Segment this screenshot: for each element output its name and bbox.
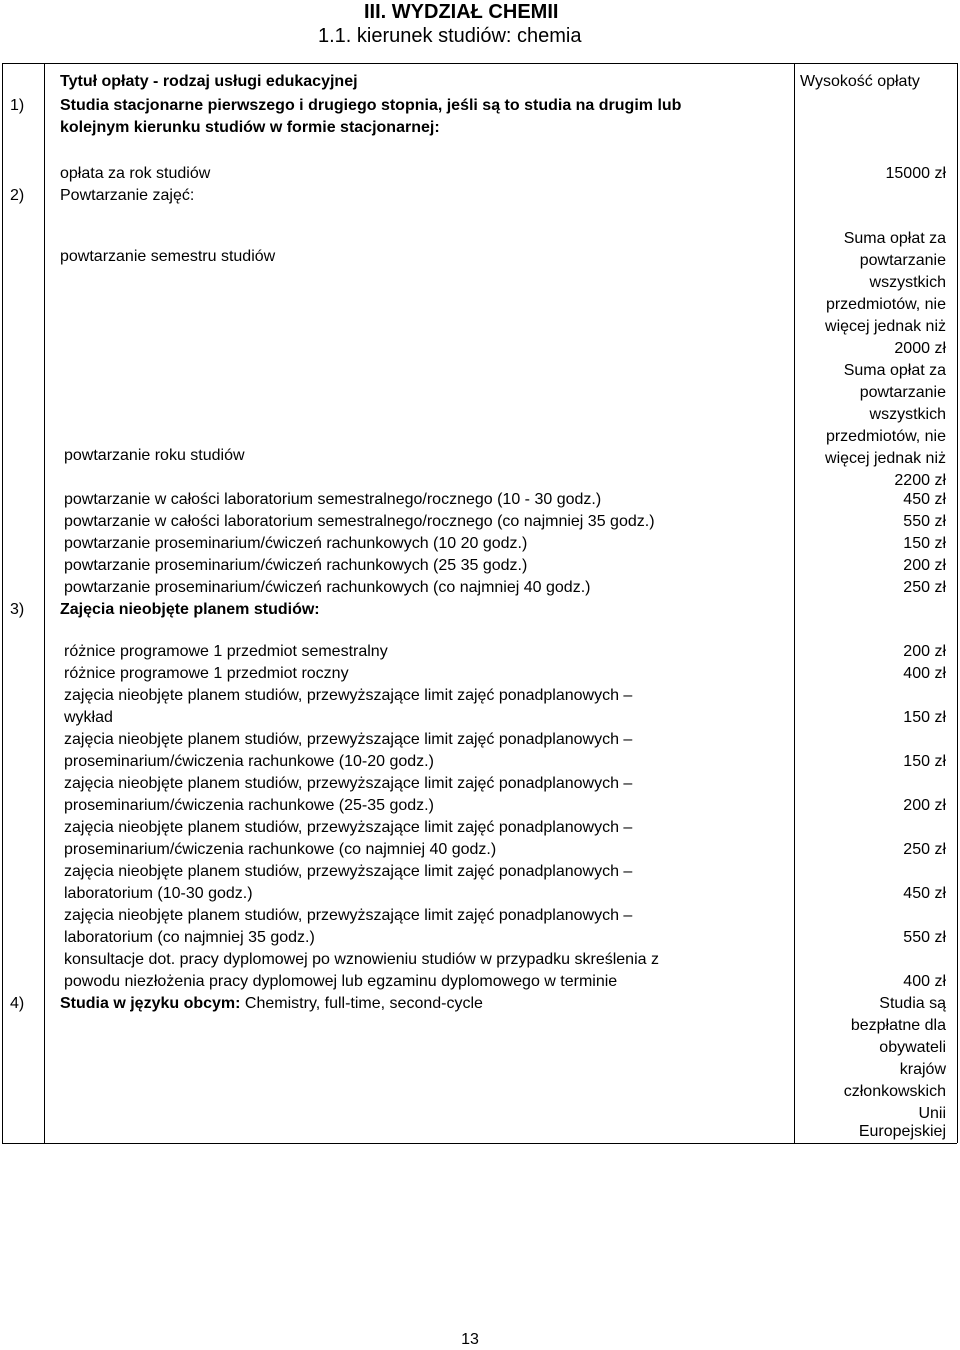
extra-row-amount: 450 zł <box>903 885 946 902</box>
repeat-year-amount-6: 2200 zł <box>894 472 946 489</box>
foreign-study-amount-2: bezpłatne dla <box>850 1017 946 1034</box>
extra-row-amount: 200 zł <box>903 797 946 814</box>
annual-fee-amount: 15000 zł <box>885 165 946 182</box>
extra-row-label: zajęcia nieobjęte planem studiów, przewyższające limit zajęć ponadplanowych – <box>64 775 633 792</box>
repeat-year-amount-5: więcej jednak niż <box>825 450 946 467</box>
section-4-title-rest: Chemistry, full-time, second-cycle <box>240 995 483 1012</box>
section-4-title <box>60 994 483 1014</box>
repeat-row-amount: 250 zł <box>903 579 946 596</box>
section-2-number: 2) <box>10 187 25 204</box>
repeat-semester-amount-6: 2000 zł <box>894 340 946 357</box>
extra-row-label-cont: proseminarium/ćwiczenia rachunkowe (co najmniej 40 godz.) <box>64 841 497 858</box>
extra-row-label: różnice programowe 1 przedmiot semestralny <box>64 643 388 660</box>
extra-row-label-cont: proseminarium/ćwiczenia rachunkowe (10-20 godz.) <box>64 753 434 770</box>
extra-row-label: różnice programowe 1 przedmiot roczny <box>64 665 349 682</box>
foreign-study-amount-7: Europejskiej <box>858 1123 946 1140</box>
repeat-semester-amount-3: wszystkich <box>869 274 946 291</box>
repeat-year-amount-4: przedmiotów, nie <box>825 428 946 445</box>
repeat-row-amount: 450 zł <box>903 491 946 508</box>
extra-row-label-cont: powodu niezłożenia pracy dyplomowej lub egzaminu dyplomowego w terminie <box>64 973 618 990</box>
annual-fee-label: opłata za rok studiów <box>60 165 211 182</box>
extra-row-label: zajęcia nieobjęte planem studiów, przewyższające limit zajęć ponadplanowych – <box>64 907 633 924</box>
extra-row-amount: 550 zł <box>903 929 946 946</box>
section-2-title: Powtarzanie zajęć: <box>60 187 195 204</box>
section-3-title: Zajęcia nieobjęte planem studiów: <box>60 601 320 618</box>
column-header-title: Tytuł opłaty - rodzaj usługi edukacyjnej <box>60 73 358 90</box>
repeat-row-amount: 200 zł <box>903 557 946 574</box>
foreign-study-amount-5: członkowskich <box>843 1083 946 1100</box>
repeat-semester-amount-1: Suma opłat za <box>843 230 946 247</box>
repeat-semester-amount-2: powtarzanie <box>859 252 946 269</box>
repeat-semester-label: powtarzanie semestru studiów <box>60 248 276 265</box>
extra-row-amount: 150 zł <box>903 753 946 770</box>
repeat-row-amount: 150 zł <box>903 535 946 552</box>
extra-row-label: zajęcia nieobjęte planem studiów, przewyższające limit zajęć ponadplanowych – <box>64 819 633 836</box>
repeat-semester-amount-5: więcej jednak niż <box>825 318 946 335</box>
repeat-row-label: powtarzanie proseminarium/ćwiczeń rachunkowych (25 35 godz.) <box>64 557 528 574</box>
extra-row-label: zajęcia nieobjęte planem studiów, przewyższające limit zajęć ponadplanowych – <box>64 731 633 748</box>
table-right-border <box>957 63 958 1143</box>
table-left-border <box>2 63 3 1143</box>
table-bottom-border <box>2 1143 957 1144</box>
section-4-number: 4) <box>10 995 25 1012</box>
extra-row-amount: 400 zł <box>903 973 946 990</box>
foreign-study-amount-4: krajów <box>899 1061 946 1078</box>
program-subtitle: 1.1. kierunek studiów: chemia <box>318 25 582 47</box>
extra-row-label-cont: laboratorium (co najmniej 35 godz.) <box>64 929 315 946</box>
repeat-year-label: powtarzanie roku studiów <box>64 447 245 464</box>
foreign-study-amount-3: obywateli <box>879 1039 946 1056</box>
foreign-study-amount-6: Unii <box>918 1105 946 1122</box>
extra-row-amount: 150 zł <box>903 709 946 726</box>
extra-row-amount: 250 zł <box>903 841 946 858</box>
repeat-row-label: powtarzanie proseminarium/ćwiczeń rachunkowych (co najmniej 40 godz.) <box>64 579 591 596</box>
table-column-divider <box>794 63 795 1143</box>
repeat-year-amount-2: powtarzanie <box>859 384 946 401</box>
section-1-number: 1) <box>10 97 25 114</box>
repeat-row-amount: 550 zł <box>903 513 946 530</box>
repeat-row-label: powtarzanie w całości laboratorium semestralnego/rocznego (10 - 30 godz.) <box>64 491 602 508</box>
column-header-amount: Wysokość opłaty <box>800 73 920 90</box>
extra-row-amount: 400 zł <box>903 665 946 682</box>
repeat-year-amount-1: Suma opłat za <box>843 362 946 379</box>
foreign-study-amount-1: Studia są <box>879 995 946 1012</box>
page-number: 13 <box>461 1331 479 1348</box>
table-top-border <box>2 63 957 64</box>
extra-row-label: konsultacje dot. pracy dyplomowej po wznowieniu studiów w przypadku skreślenia z <box>64 951 659 968</box>
extra-row-label-cont: wykład <box>64 709 113 726</box>
table-inner-left-border <box>44 63 45 1143</box>
extra-row-amount: 200 zł <box>903 643 946 660</box>
extra-row-label-cont: laboratorium (10-30 godz.) <box>64 885 253 902</box>
section-3-number: 3) <box>10 601 25 618</box>
extra-row-label: zajęcia nieobjęte planem studiów, przewyższające limit zajęć ponadplanowych – <box>64 863 633 880</box>
repeat-row-label: powtarzanie proseminarium/ćwiczeń rachunkowych (10 20 godz.) <box>64 535 528 552</box>
repeat-semester-amount-4: przedmiotów, nie <box>825 296 946 313</box>
section-heading: III. WYDZIAŁ CHEMII <box>364 1 559 23</box>
extra-row-label: zajęcia nieobjęte planem studiów, przewyższające limit zajęć ponadplanowych – <box>64 687 633 704</box>
repeat-year-amount-3: wszystkich <box>869 406 946 423</box>
extra-row-label-cont: proseminarium/ćwiczenia rachunkowe (25-35 godz.) <box>64 797 434 814</box>
repeat-row-label: powtarzanie w całości laboratorium semestralnego/rocznego (co najmniej 35 godz.) <box>64 513 655 530</box>
section-1-title-line2: kolejnym kierunku studiów w formie stacjonarnej: <box>60 119 440 136</box>
section-1-title-line1: Studia stacjonarne pierwszego i drugiego stopnia, jeśli są to studia na drugim lub <box>60 97 682 114</box>
section-4-title-bold: Studia w języku obcym: <box>60 995 241 1012</box>
